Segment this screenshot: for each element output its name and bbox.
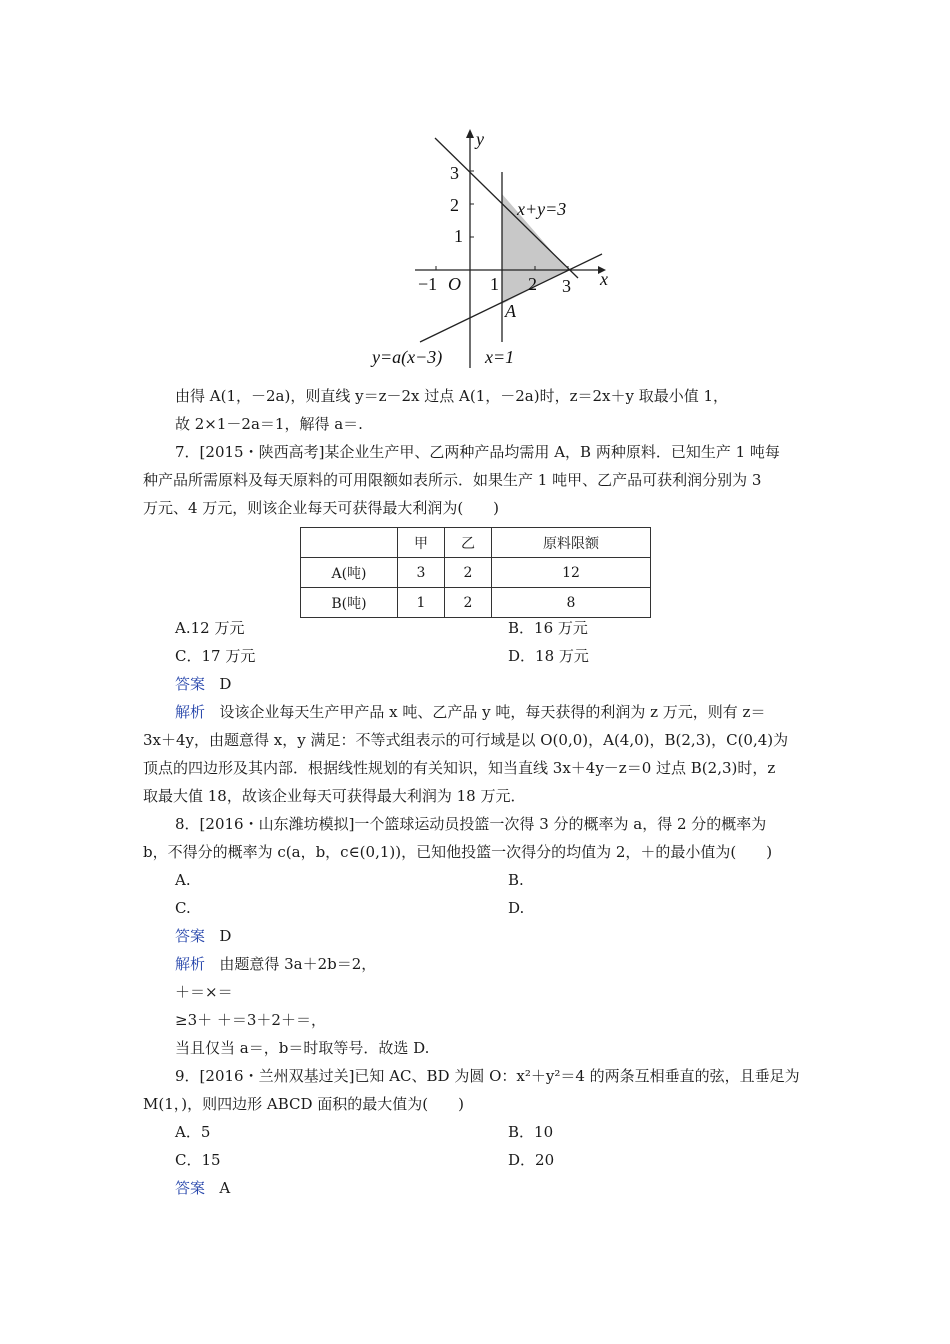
table-header-row — [301, 528, 651, 558]
q9-option-b: B．10 — [508, 1123, 554, 1141]
table-cell: 1 — [398, 588, 445, 618]
q9-option-d: D．20 — [508, 1151, 555, 1169]
table-cell: 3 — [398, 558, 445, 588]
solution-line-1: 由得 A(1，－2a)，则直线 y＝z－2x 过点 A(1，－2a)时，z＝2x＋y 取最小值 1， — [175, 387, 729, 405]
table-header-cell — [301, 528, 398, 558]
answer-label: 答案 — [175, 927, 206, 945]
q7-stem-line-3: 万元、4 万元，则该企业每天可获得最大利润为( ) — [143, 499, 500, 517]
q9-option-c: C．15 — [175, 1151, 221, 1169]
y-axis-arrow — [466, 129, 474, 138]
q7-answer-line — [175, 674, 231, 694]
q9-stem-line-1: 9．[2016・兰州双基过关]已知 AC、BD 为圆 O：x²＋y²＝4 的两条互相垂直的弦，且垂足为 — [175, 1067, 800, 1085]
q8-analysis-line-4: 当且仅当 a＝，b＝时取等号．故选 D. — [175, 1039, 430, 1057]
q8-analysis-line-3: ≥3＋ ＋＝3＋2＋＝， — [175, 1011, 326, 1029]
table-cell: 2 — [445, 558, 492, 588]
table-cell: 8 — [492, 588, 651, 618]
table-header-cell: 原料限额 — [492, 528, 651, 558]
q8-stem-line-2: b，不得分的概率为 c(a，b，c∈(0,1))，已知他投篮一次得分的均值为 2，＋的最小值为( ) — [143, 843, 773, 861]
q8-option-d: D. — [508, 899, 525, 917]
answer-label: 答案 — [175, 675, 206, 693]
q9-stem-line-2: M(1，)，则四边形 ABCD 面积的最大值为( ) — [143, 1095, 464, 1113]
q7-analysis-text-1: 设该企业每天生产甲产品 x 吨、乙产品 y 吨，每天获得的利润为 z 万元，则有 z＝ — [219, 703, 766, 721]
y-tick-label-2: 2 — [450, 195, 459, 215]
feasible-region-figure — [360, 120, 625, 375]
q7-analysis-line-3: 顶点的四边形及其内部．根据线性规划的有关知识，知当直线 3x＋4y－z＝0 过点 B(2,3)时，z — [143, 759, 776, 777]
table-row — [301, 558, 651, 588]
x-tick-label-3: 3 — [562, 276, 571, 296]
q7-analysis-line-1 — [175, 702, 765, 722]
x-tick-label-1: 1 — [490, 274, 499, 294]
label-y-eq-a-x-minus-3: y=a(x−3) — [372, 347, 443, 367]
label-x-plus-y-eq-3: x+y=3 — [517, 199, 567, 219]
q8-analysis-line-2: ＋＝×＝ — [175, 983, 233, 1001]
x-axis-label: x — [600, 269, 608, 289]
q7-option-d: D．18 万元 — [508, 647, 589, 665]
material-table — [300, 527, 651, 618]
analysis-label: 解析 — [175, 703, 206, 721]
table-header-cell: 乙 — [445, 528, 492, 558]
q7-analysis-line-4: 取最大值 18，故该企业每天可获得最大利润为 18 万元． — [143, 787, 526, 805]
table-cell: A(吨) — [301, 558, 398, 588]
x-tick-label-2: 2 — [528, 274, 537, 294]
origin-label: O — [448, 274, 461, 294]
q7-option-a: A.12 万元 — [175, 619, 245, 637]
q8-option-a: A. — [175, 871, 191, 889]
q7-stem-line-1: 7．[2015・陕西高考]某企业生产甲、乙两种产品均需用 A，B 两种原料．已知生产 1 吨每 — [175, 443, 780, 461]
table-row — [301, 588, 651, 618]
y-tick-label-3: 3 — [450, 163, 459, 183]
q9-answer: A — [219, 1179, 231, 1197]
y-tick-label-1: 1 — [454, 226, 463, 246]
label-point-a: A — [505, 301, 516, 321]
label-x-eq-1: x=1 — [485, 347, 515, 367]
q7-analysis-line-2: 3x＋4y，由题意得 x，y 满足：不等式组表示的可行域是以 O(0,0)，A(4,0)，B(2,3)，C(0,4)为 — [143, 731, 789, 749]
q8-stem-line-1: 8．[2016・山东潍坊模拟]一个篮球运动员投篮一次得 3 分的概率为 a，得 2 分的概率为 — [175, 815, 767, 833]
q7-answer: D — [219, 675, 232, 693]
q8-analysis-text-1: 由题意得 3a＋2b＝2， — [219, 955, 377, 973]
q8-answer-line — [175, 926, 231, 946]
table-cell: 2 — [445, 588, 492, 618]
q8-analysis-line-1 — [175, 954, 376, 974]
q7-option-b: B．16 万元 — [508, 619, 588, 637]
q9-answer-line — [175, 1178, 230, 1198]
answer-label: 答案 — [175, 1179, 206, 1197]
q8-answer: D — [219, 927, 232, 945]
solution-line-2: 故 2×1－2a＝1，解得 a＝. — [175, 415, 363, 433]
table-cell: 12 — [492, 558, 651, 588]
q8-option-c: C. — [175, 899, 191, 917]
q7-stem-line-2: 种产品所需原料及每天原料的可用限额如表所示．如果生产 1 吨甲、乙产品可获利润分别为 3 — [143, 471, 762, 489]
y-axis-label: y — [476, 129, 484, 149]
q9-option-a: A．5 — [175, 1123, 211, 1141]
q8-option-b: B. — [508, 871, 524, 889]
table-header-cell: 甲 — [398, 528, 445, 558]
q7-option-c: C．17 万元 — [175, 647, 256, 665]
analysis-label: 解析 — [175, 955, 206, 973]
table-cell: B(吨) — [301, 588, 398, 618]
x-tick-label-m1: −1 — [418, 274, 438, 294]
